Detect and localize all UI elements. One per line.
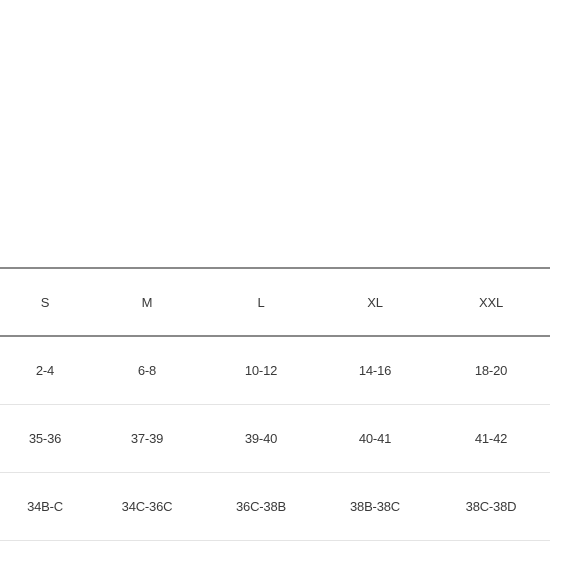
- table-cell: 34C-36C: [90, 473, 204, 541]
- table-row: [0, 405, 550, 473]
- table-cell: 35-36: [0, 405, 90, 473]
- table-cell: 41-42: [432, 405, 550, 473]
- size-header-s: S: [0, 268, 90, 336]
- size-header-row: [0, 268, 550, 336]
- table-row: [0, 473, 550, 541]
- table-cell: 39-40: [204, 405, 318, 473]
- table-cell: 2-4: [0, 336, 90, 405]
- table-row: [0, 336, 550, 405]
- size-header-m: M: [90, 268, 204, 336]
- table-cell: 37-39: [90, 405, 204, 473]
- table-cell: 38B-38C: [318, 473, 432, 541]
- size-header-xl: XL: [318, 268, 432, 336]
- table-cell: 14-16: [318, 336, 432, 405]
- table-cell: 36C-38B: [204, 473, 318, 541]
- table-cell: 10-12: [204, 336, 318, 405]
- size-header-xxl: XXL: [432, 268, 550, 336]
- size-header-l: L: [204, 268, 318, 336]
- table-cell: 34B-C: [0, 473, 90, 541]
- table-cell: 40-41: [318, 405, 432, 473]
- size-chart-table: [0, 267, 550, 541]
- table-cell: 6-8: [90, 336, 204, 405]
- table-cell: 18-20: [432, 336, 550, 405]
- table-cell: 38C-38D: [432, 473, 550, 541]
